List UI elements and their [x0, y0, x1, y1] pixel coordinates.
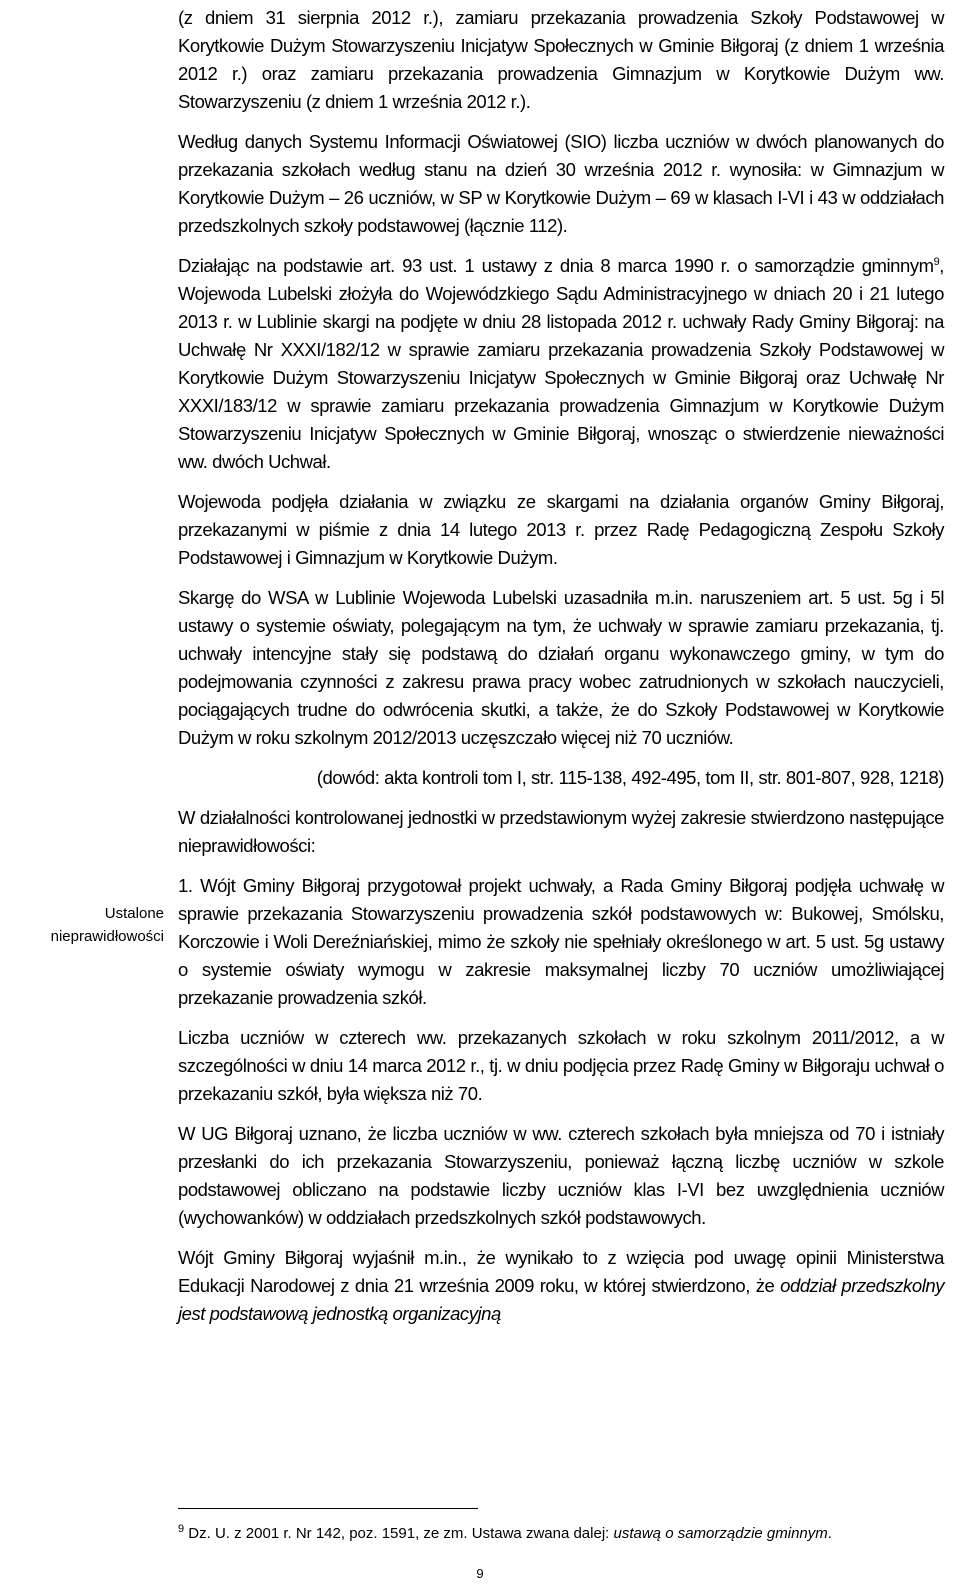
- paragraph: 1. Wójt Gminy Biłgoraj przygotował projekt uchwały, a Rada Gminy Biłgoraj podjęła uchwałę w sprawie przekazania Stowarzyszeniu prowadzenia szkół podstawowych w: Bukowej, Smólsku, Korczowie i Woli Dereźniańskiej, mimo że szkoły nie spełniały określonego w art. 5 ust. 5g ustawy o systemie oświaty wymogu w zakresie maksymalnej liczby 70 uczniów umożliwiającej przekazanie prowadzenia szkół.: [178, 875, 944, 1008]
- paragraph: Wojewoda podjęła działania w związku ze skargami na działania organów Gminy Biłgoraj, przekazanymi w piśmie z dnia 14 lutego 2013 r. przez Radę Pedagogiczną Zespołu Szkoły Podstawowej i Gimnazjum w Korytkowie Dużym.: [178, 491, 944, 568]
- paragraph-text: , Wojewoda Lubelski złożyła do Wojewódzkiego Sądu Administracyjnego w dniach 20 i 21 lutego 2013 r. w Lublinie skargi na podjęte w dniu 28 listopada 2012 r. uchwały Rady Gminy Biłgoraj: na Uchwałę Nr XXXI/182/12 w sprawie zamiaru przekazania prowadzenia Szkoły Podstawowej w Korytkowie Dużym Stowarzyszeniu Inicjatyw Społecznych w Gminie Biłgoraj oraz Uchwałę Nr XXXI/183/12 w sprawie zamiaru przekazania prowadzenia Gimnazjum w Korytkowie Dużym Stowarzyszeniu Inicjatyw Społecznych w Gminie Biłgoraj, wnosząc o stwierdzenie nieważności ww. dwóch Uchwał.: [178, 255, 944, 472]
- footnote-italic: ustawą o samorządzie gminnym: [613, 1525, 828, 1542]
- paragraph: (z dniem 31 sierpnia 2012 r.), zamiaru przekazania prowadzenia Szkoły Podstawowej w Korytkowie Dużym Stowarzyszeniu Inicjatyw Społecznych w Gminie Biłgoraj (z dniem 1 września 2012 r.) oraz zamiaru przekazania prowadzenia Gimnazjum w Korytkowie Dużym ww. Stowarzyszeniu (z dniem 1 września 2012 r.).: [178, 7, 944, 112]
- page-number: 9: [476, 1566, 484, 1581]
- paragraph: Skargę do WSA w Lublinie Wojewoda Lubelski uzasadniła m.in. naruszeniem art. 5 ust. 5g i 5l ustawy o systemie oświaty, polegającym na tym, że uchwały w sprawie zamiaru przekazania, tj. uchwały intencyjne stały się podstawą do działań organu wykonawczego gminy, w tym do podejmowania czynności z zakresu prawa pracy wobec zatrudnionych w szkołach nauczycieli, pociągających trudne do odwrócenia skutki, a także, że do Szkoły Podstawowej w Korytkowie Dużym w roku szkolnym 2012/2013 uczęszczało więcej niż 70 uczniów.: [178, 587, 944, 748]
- paragraph: [178, 1244, 944, 1328]
- footnote-end: .: [827, 1525, 832, 1542]
- footnote-divider: [178, 1508, 478, 1509]
- footnote-text: Dz. U. z 2001 r. Nr 142, poz. 1591, ze zm. Ustawa zwana dalej:: [184, 1525, 614, 1542]
- paragraph-text: Działając na podstawie art. 93 ust. 1 ustawy z dnia 8 marca 1990 r. o samorządzie gminnym: [178, 255, 934, 276]
- margin-note: Ustalone nieprawidłowości: [50, 905, 164, 945]
- italic-quote: oddział przedszkolny jest podstawową jednostką organizacyjną: [178, 1275, 944, 1324]
- footnote: [178, 1524, 948, 1544]
- paragraph: [178, 252, 944, 476]
- evidence-note: (dowód: akta kontroli tom I, str. 115-138, 492-495, tom II, str. 801-807, 928, 1218): [316, 767, 944, 788]
- paragraph: Liczba uczniów w czterech ww. przekazanych szkołach w roku szkolnym 2011/2012, a w szczególności w dniu 14 marca 2012 r., tj. w dniu podjęcia przez Radę Gminy w Biłgoraju uchwał o przekazaniu szkół, była większa niż 70.: [178, 1027, 944, 1104]
- paragraph-text: Wójt Gminy Biłgoraj wyjaśnił m.in., że wynikało to z wzięcia pod uwagę opinii Ministerstwa Edukacji Narodowej z dnia 21 września 2009 roku, w której stwierdzono, że: [178, 1247, 944, 1296]
- main-text: [178, 4, 944, 1340]
- footnote-number: 9: [178, 1523, 185, 1535]
- paragraph: Według danych Systemu Informacji Oświatowej (SIO) liczba uczniów w dwóch planowanych do przekazania szkołach według stanu na dzień 30 września 2012 r. wynosiła: w Gimnazjum w Korytkowie Dużym – 26 uczniów, w SP w Korytkowie Dużym – 69 w klasach I-VI i 43 w oddziałach przedszkolnych szkoły podstawowej (łącznie 112).: [178, 131, 944, 236]
- paragraph: W działalności kontrolowanej jednostki w przedstawionym wyżej zakresie stwierdzono następujące nieprawidłowości:: [178, 807, 944, 856]
- paragraph: W UG Biłgoraj uznano, że liczba uczniów w ww. czterech szkołach była mniejsza od 70 i istniały przesłanki do ich przekazania Stowarzyszeniu, ponieważ łączną liczbę uczniów w szkole podstawowej obliczano na podstawie liczby uczniów klas I-VI bez uwzględnienia uczniów (wychowanków) w oddziałach przedszkolnych szkół podstawowych.: [178, 1123, 944, 1228]
- footnote-reference: 9: [933, 255, 940, 268]
